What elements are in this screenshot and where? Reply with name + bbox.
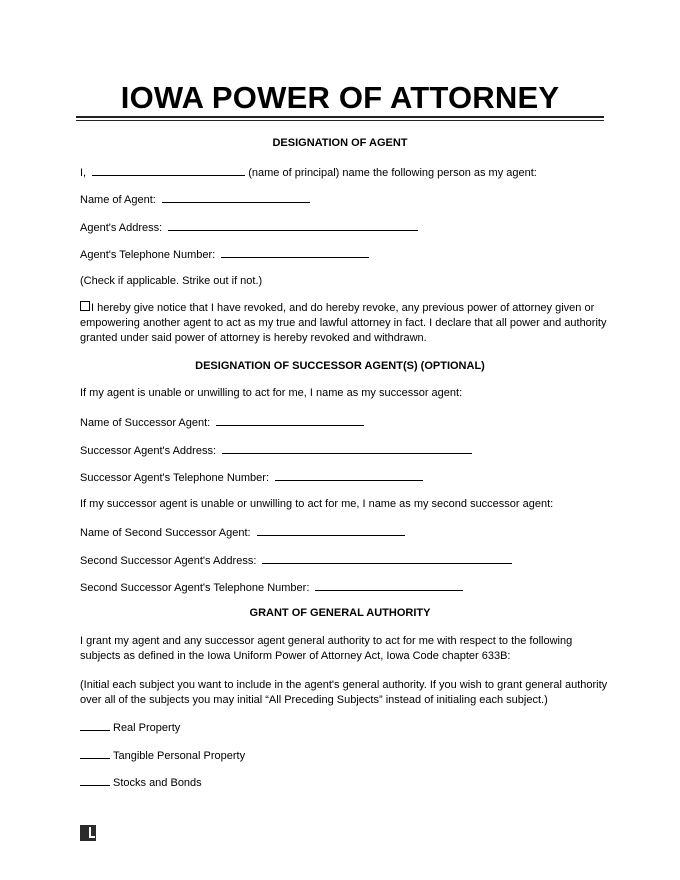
subject-initial-field[interactable] <box>80 775 110 786</box>
successor-address-line <box>80 443 472 457</box>
successor-address-label: Successor Agent's Address: <box>80 445 217 457</box>
subject-label: Stocks and Bonds <box>113 777 202 789</box>
agent-name-label: Name of Agent: <box>80 194 156 206</box>
agent-name-line <box>80 192 310 206</box>
principal-name-field[interactable] <box>92 165 245 176</box>
successor-intro: If my agent is unable or unwilling to act for me, I name as my successor agent: <box>80 387 463 399</box>
revocation-text: I hereby give notice that I have revoked, and do hereby revoke, any previous power of attorney given or empowering another agent to act as my true and lawful attorney in fact. I declare that all power and authority granted under said power of attorney is hereby revoked and withdrawn. <box>80 302 607 344</box>
title-double-rule <box>76 116 604 121</box>
subject-label: Tangible Personal Property <box>113 750 246 762</box>
section-heading-successor: DESIGNATION OF SUCCESSOR AGENT(S) (OPTIONAL) <box>195 360 485 372</box>
successor-name-field[interactable] <box>216 415 364 426</box>
successor-name-line <box>80 415 364 429</box>
second-successor-name-line <box>80 525 405 539</box>
subject-item <box>80 775 202 789</box>
second-successor-name-label: Name of Second Successor Agent: <box>80 527 251 539</box>
subject-label: Real Property <box>113 722 181 734</box>
agent-address-line <box>80 220 418 234</box>
successor-phone-line <box>80 470 423 484</box>
section-heading-designation: DESIGNATION OF AGENT <box>272 137 408 149</box>
agent-phone-line <box>80 247 369 261</box>
second-successor-address-label: Second Successor Agent's Address: <box>80 555 257 567</box>
second-successor-address-line <box>80 553 512 567</box>
successor-address-field[interactable] <box>222 443 472 454</box>
successor-name-label: Name of Successor Agent: <box>80 417 211 429</box>
second-successor-phone-field[interactable] <box>315 580 463 591</box>
subject-item <box>80 720 180 734</box>
second-successor-name-field[interactable] <box>257 525 405 536</box>
subject-initial-field[interactable] <box>80 720 110 731</box>
principal-suffix: (name of principal) name the following person as my agent: <box>248 167 537 179</box>
grant-instruction: (Initial each subject you want to include in the agent's general authority. If you wish to grant general authority over all of the subjects you may initial “All Preceding Subjects” instead of initialing each subject.) <box>80 679 608 706</box>
section-heading-grant: GRANT OF GENERAL AUTHORITY <box>249 607 431 619</box>
principal-line <box>80 165 537 179</box>
agent-address-field[interactable] <box>168 220 418 231</box>
second-successor-address-field[interactable] <box>262 553 512 564</box>
grant-paragraph: I grant my agent and any successor agent general authority to act for me with respect to the following subjects as defined in the Iowa Uniform Power of Attorney Act, Iowa Code chapter 633B: <box>80 635 573 662</box>
agent-name-field[interactable] <box>162 192 310 203</box>
revocation-checkbox[interactable] <box>80 301 90 311</box>
successor-phone-label: Successor Agent's Telephone Number: <box>80 472 270 484</box>
second-successor-phone-line <box>80 580 463 594</box>
principal-prefix: I, <box>80 167 87 179</box>
document-logo-icon <box>80 825 96 841</box>
agent-phone-label: Agent's Telephone Number: <box>80 249 216 261</box>
check-note: (Check if applicable. Strike out if not.) <box>80 275 263 287</box>
second-successor-phone-label: Second Successor Agent's Telephone Number: <box>80 582 310 594</box>
agent-address-label: Agent's Address: <box>80 222 163 234</box>
subject-item <box>80 748 245 762</box>
revocation-paragraph <box>80 301 610 346</box>
document-title: IOWA POWER OF ATTORNEY <box>120 80 560 115</box>
subject-initial-field[interactable] <box>80 748 110 759</box>
agent-phone-field[interactable] <box>221 247 369 258</box>
second-successor-intro: If my successor agent is unable or unwilling to act for me, I name as my second successor agent: <box>80 498 554 510</box>
successor-phone-field[interactable] <box>275 470 423 481</box>
